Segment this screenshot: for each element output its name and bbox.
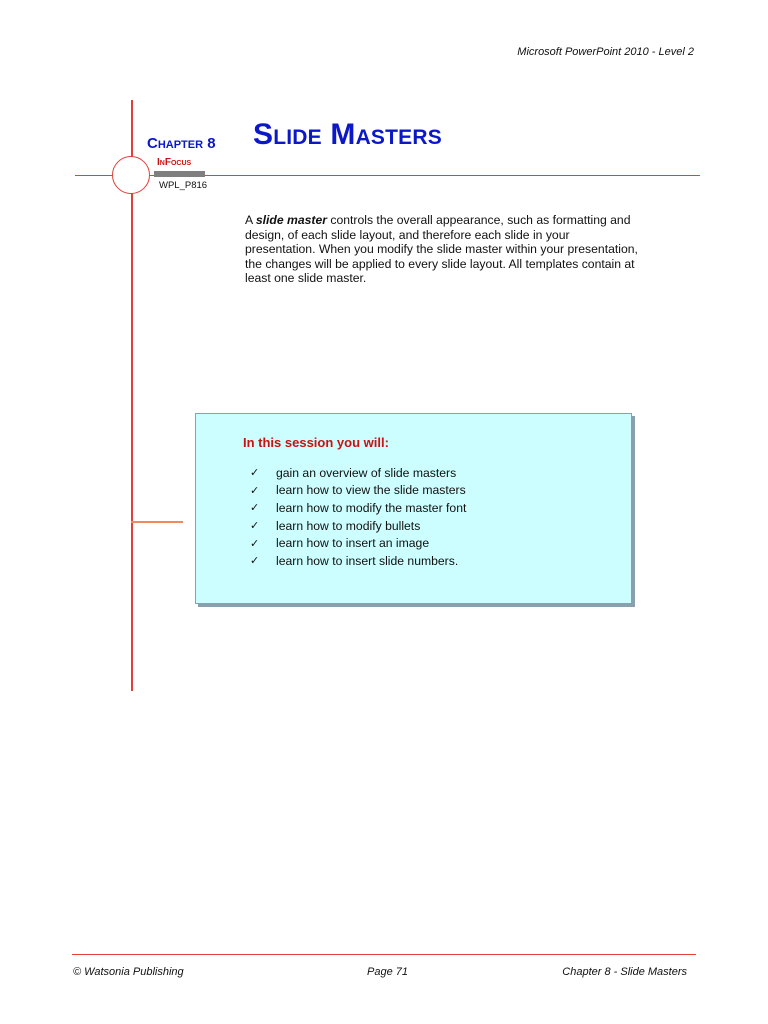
footer-publisher: © Watsonia Publishing <box>73 966 184 978</box>
margin-tick-rule <box>131 521 183 523</box>
infocus-bar <box>154 171 205 177</box>
intro-paragraph <box>245 213 640 286</box>
intro-text: controls the overall appearance, such as formatting and design, of each slide layout, and therefore each slide in your presentation. When you modify the slide master within your presentation, the changes will be applied to every slide layout. All templates contain at least one slide master. <box>245 213 638 286</box>
session-item: ✓ gain an overview of slide masters <box>250 465 457 480</box>
session-box <box>195 413 632 604</box>
footer-page-number: Page 71 <box>367 966 408 978</box>
chapter-label: Chapter 8 <box>147 135 216 152</box>
document-code: WPL_P816 <box>159 180 208 191</box>
infocus-label: InFocus <box>157 157 192 168</box>
intro-term: slide master <box>255 213 327 227</box>
session-list <box>250 464 466 570</box>
chapter-title: Slide Masters <box>253 118 442 151</box>
check-icon: ✓ <box>250 467 260 480</box>
session-heading: In this session you will: <box>243 435 389 450</box>
footer-rule <box>72 954 696 955</box>
session-item: ✓ learn how to insert an image <box>250 536 430 551</box>
session-item: ✓ learn how to view the slide masters <box>250 483 466 498</box>
intro-prefix: A <box>245 213 256 227</box>
check-icon: ✓ <box>250 502 260 515</box>
chapter-circle-ornament <box>112 156 150 194</box>
document-header-title: Microsoft PowerPoint 2010 - Level 2 <box>517 46 694 58</box>
check-icon: ✓ <box>250 484 260 497</box>
session-item: ✓ learn how to modify bullets <box>250 518 421 533</box>
check-icon: ✓ <box>250 555 260 568</box>
session-item: ✓ learn how to insert slide numbers. <box>250 553 459 568</box>
check-icon: ✓ <box>250 537 260 550</box>
footer-chapter: Chapter 8 - Slide Masters <box>562 966 687 978</box>
session-item: ✓ learn how to modify the master font <box>250 500 467 515</box>
check-icon: ✓ <box>250 520 260 533</box>
